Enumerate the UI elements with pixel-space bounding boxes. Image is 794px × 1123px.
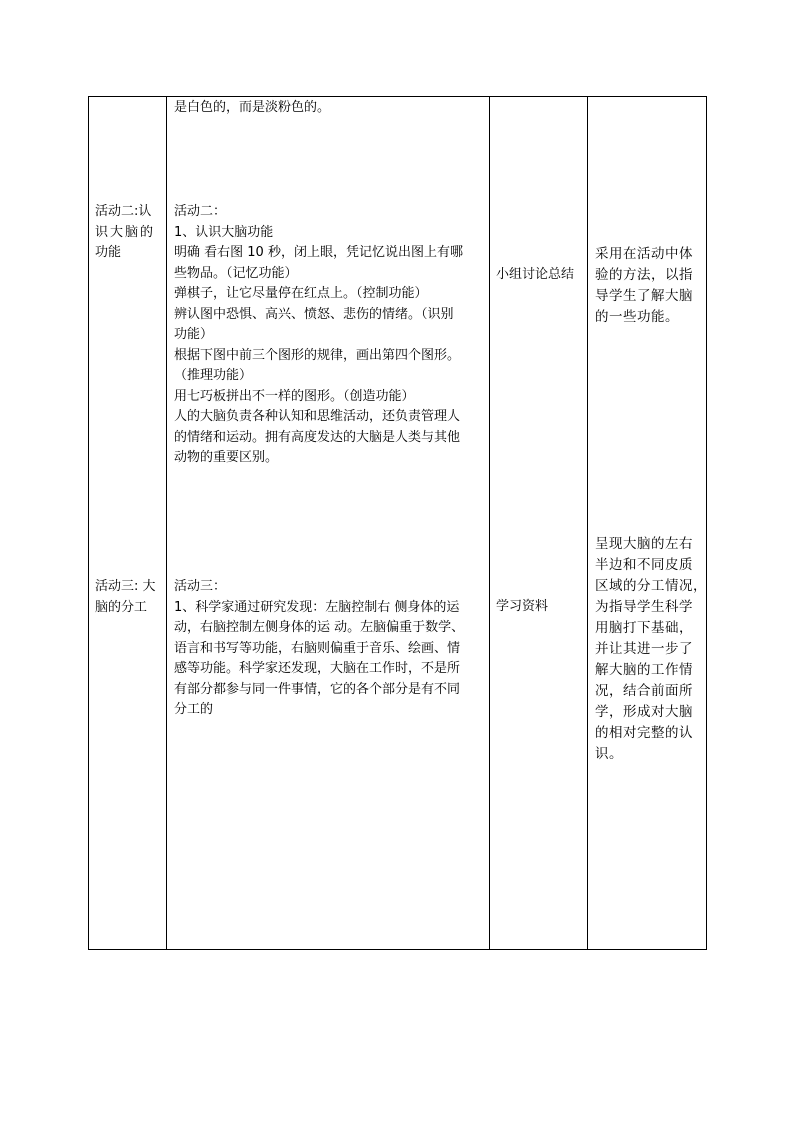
purpose-line: 的相对完整的认: [595, 725, 693, 741]
purpose-line: 导学生了解大脑: [595, 288, 693, 304]
column-divider: [166, 97, 167, 949]
content-line: （推理功能）: [174, 368, 253, 383]
content-line: 语言和书写等功能，右脑则偏重于音乐、绘画、情: [174, 640, 461, 656]
purpose-line: 学，形成对大脑: [595, 704, 693, 720]
content-line: 人的大脑负责各种认知和思维活动，还负责管理人: [174, 409, 461, 424]
column-divider: [489, 97, 490, 949]
purpose-line: 识。: [595, 746, 623, 762]
column-divider: [587, 97, 588, 949]
purpose-line: 况，结合前面所: [595, 683, 693, 699]
activity3-name-line: 活动三: 大: [95, 579, 156, 594]
activity2-method: 小组讨论总结: [496, 267, 575, 282]
purpose-line: 的一些功能。: [595, 309, 679, 325]
content-line: 动，右脑控制左侧身体的运 动。左脑偏重于数学、: [174, 620, 465, 635]
purpose-line: 半边和不同皮质: [595, 557, 693, 573]
activity3-method: 学习资料: [496, 599, 549, 614]
content-line: 分工的: [174, 702, 214, 717]
activity2-name-line: 活动二:认: [95, 204, 152, 219]
content-line: 有部分都参与同一件事情，它的各个部分是有不同: [174, 681, 461, 697]
content-line: 活动三：: [174, 579, 227, 594]
purpose-line: 解大脑的工作情: [595, 662, 693, 678]
content-line: 根据下图中前三个图形的规律，画出第四个图形。: [174, 347, 461, 363]
activity3-content: [174, 577, 464, 721]
content-line: 的情绪和运动。拥有高度发达的大脑是人类与其他: [174, 429, 461, 445]
activity2-name-line: 识大脑的: [95, 224, 156, 240]
purpose-line: 呈现大脑的左右: [595, 536, 693, 552]
activity2-name: [95, 202, 155, 264]
activity2-name-line: 功能: [95, 245, 122, 260]
purpose-line: 区域的分工情况，: [595, 578, 707, 594]
content-line: 功能）: [174, 327, 214, 342]
content-line: 感等功能。科学家还发现，大脑在工作时，不是所: [174, 661, 461, 676]
activity3-name-line: 脑的分工: [95, 599, 148, 615]
content-line: 动物的重要区别。: [174, 450, 279, 465]
activity3-name: [95, 577, 156, 618]
content-line: 明确 看右图 10 秒，闭上眼，凭记忆说出图上有哪: [174, 245, 463, 260]
activity3-purpose: [595, 534, 707, 765]
purpose-line: 用脑打下基础，: [595, 620, 693, 636]
content-line: 些物品。（记忆功能）: [174, 265, 298, 281]
content-line: 1、科学家通过研究发现：左脑控制右 侧身体的运: [174, 599, 460, 615]
activity2-content: [174, 202, 463, 469]
continued-content: 是白色的，而是淡粉色的。: [174, 100, 331, 115]
purpose-line: 采用在活动中体: [595, 246, 693, 262]
content-line: 辨认图中恐惧、高兴、愤怒、悲伤的情绪。（识别: [174, 306, 454, 322]
purpose-line: 并让其进一步了: [595, 641, 693, 657]
purpose-line: 验的方法，以指: [595, 267, 693, 283]
content-line: 活动二：: [174, 204, 227, 219]
purpose-line: 为指导学生科学: [595, 599, 693, 615]
content-line: 1、认识大脑功能: [174, 224, 274, 240]
lesson-plan-table: [88, 96, 707, 950]
activity2-purpose: [595, 244, 693, 328]
content-line: 弹棋子，让它尽量停在红点上。（控制功能）: [174, 286, 428, 301]
content-line: 用七巧板拼出不一样的图形。（创造功能）: [174, 388, 415, 404]
